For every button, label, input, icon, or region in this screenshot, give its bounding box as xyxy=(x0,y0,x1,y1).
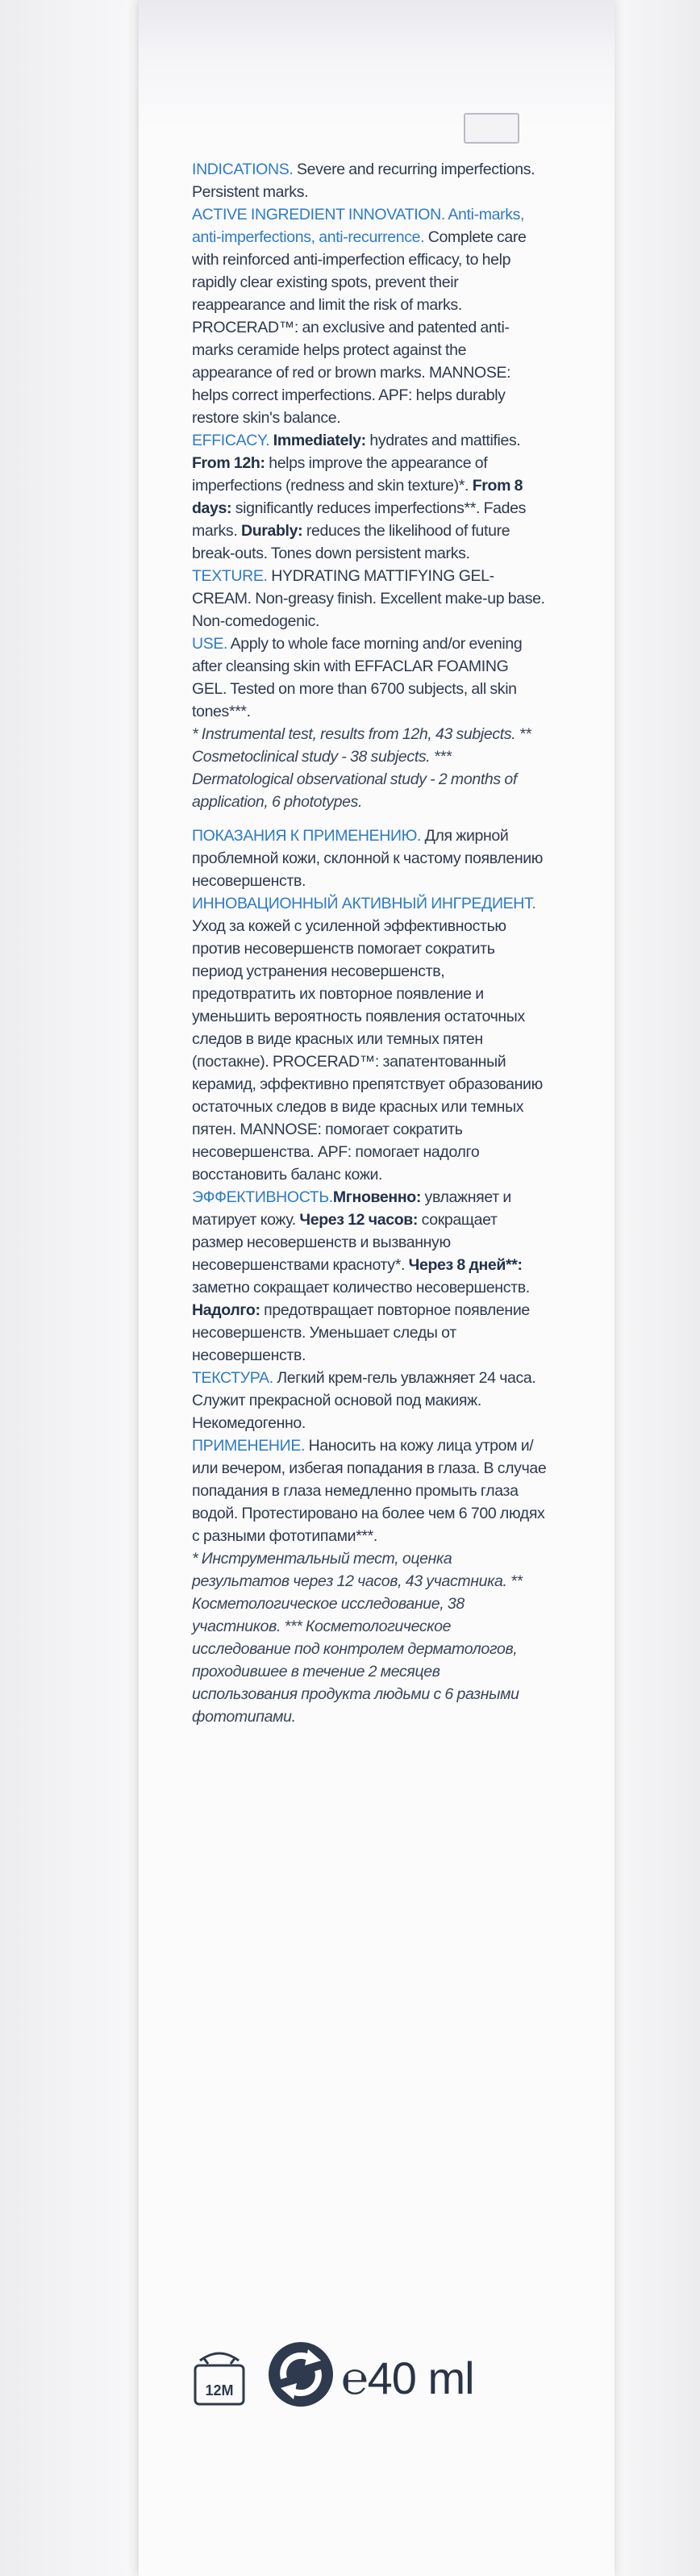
ru-efficacy-text-2: сокращает размер несовершенств и вызванную несовершенствами красноту*. xyxy=(192,1211,498,1274)
en-indications xyxy=(192,158,547,203)
en-indications-heading: INDICATIONS. xyxy=(192,161,294,178)
en-efficacy xyxy=(192,429,547,565)
ru-use-text: Наносить на кожу лица утром и/или вечером, избегая попадания в глаза. В случае попадания в глаза немедленно промыть глаза водой. Протестировано на более чем 6 700 людях с разными фототипами***. xyxy=(192,1437,547,1545)
en-efficacy-bold-3: From 8 days: xyxy=(192,477,523,517)
en-efficacy-text-2: helps improve the appearance of imperfections (redness and skin texture)*. xyxy=(192,454,488,495)
ru-efficacy-text-4: предотвращает повторное появление несовершенств. Уменьшает следы от несовершенств. xyxy=(192,1301,530,1364)
ru-use-heading: ПРИМЕНЕНИЕ. xyxy=(192,1437,306,1455)
en-innovation-heading: ACTIVE INGREDIENT INNOVATION. Anti-marks, anti-imperfections, anti-recurrence. xyxy=(192,206,525,246)
package-top-shade xyxy=(139,0,615,129)
ru-efficacy-bold-4: Надолго: xyxy=(192,1301,260,1319)
ru-indications-text: Для жирной проблемной кожи, склонной к частому появлению несовершенств. xyxy=(192,827,544,890)
en-use-heading: USE. xyxy=(192,635,228,653)
ru-efficacy-bold-2: Через 12 часов: xyxy=(299,1211,419,1229)
ru-use xyxy=(192,1434,547,1547)
en-footnotes: * Instrumental test, results from 12h, 43 subjects. ** Cosmetoclinical study - 38 subjects. *** Dermatological observational study - 2 months of application, 6 phototypes. xyxy=(192,725,531,811)
volume-label: ℮40 ml xyxy=(341,2353,474,2403)
section-gap xyxy=(192,813,547,825)
ru-innovation-body xyxy=(192,915,547,1186)
en-efficacy-text-3: significantly reduces imperfections**. Fades marks. xyxy=(192,499,527,540)
recycle-icon xyxy=(266,2340,335,2409)
en-innovation xyxy=(192,203,547,429)
ru-efficacy-bold-1: Мгновенно: xyxy=(332,1188,421,1206)
ru-texture xyxy=(192,1367,547,1434)
en-efficacy-bold-2: From 12h: xyxy=(192,454,265,472)
en-texture xyxy=(192,565,547,633)
en-texture-text: HYDRATING MATTIFYING GEL-CREAM. Non-greasy finish. Excellent make-up base. Non-comedogenic. xyxy=(192,567,545,630)
pao-jar-icon xyxy=(192,2343,247,2407)
background-left xyxy=(0,0,145,2576)
ru-texture-heading: ТЕКСТУРА. xyxy=(192,1369,273,1387)
package-text xyxy=(192,158,547,1728)
ru-efficacy-text-1: увлажняет и матирует кожу. xyxy=(192,1188,511,1229)
en-innovation-text: Complete care with reinforced anti-imperfection efficacy, to help rapidly clear existing spots, prevent their reappearance and limit the risk of marks. PROCERAD™: an exclusive and patented anti-marks ceramide helps protect against the appearance of red or brown marks. MANNOSE: helps correct imperfections. APF: helps durably restore skin's balance. xyxy=(192,228,527,427)
en-efficacy-bold-1: Immediately: xyxy=(273,432,366,449)
en-use xyxy=(192,633,547,723)
en-efficacy-heading: EFFICACY. xyxy=(192,432,270,449)
ru-texture-text: Легкий крем-гель увлажняет 24 часа. Служит прекрасной основой под макияж. Некомедогенно. xyxy=(192,1369,536,1432)
en-indications-text: Severe and recurring imperfections. Persistent marks. xyxy=(192,161,535,201)
ru-indications-heading: ПОКАЗАНИЯ К ПРИМЕНЕНИЮ. xyxy=(192,827,422,845)
ru-efficacy xyxy=(192,1186,547,1367)
ru-innovation-text: Уход за кожей с усиленной эффективностью против несовершенств помогает сократить период устранения несовершенств, предотвратить их повторное появление и уменьшить вероятность появления остаточных следов в виде красных или темных пятен (постакне). PROCERAD™: запатентованный керамид, эффективно препятствует образованию остаточных следов в виде красных или темных пятен. MANNOSE: помогает сократить несовершенства. APF: помогает надолго восстановить баланс кожи. xyxy=(192,917,543,1184)
background-right xyxy=(611,0,700,2576)
ru-innovation-heading: ИННОВАЦИОННЫЙ АКТИВНЫЙ ИНГРЕДИЕНТ. xyxy=(192,895,536,912)
en-efficacy-text-4: reduces the likelihood of future break-outs. Tones down persistent marks. xyxy=(192,522,510,562)
ru-efficacy-bold-3: Через 8 дней**: xyxy=(408,1256,523,1274)
symbols-row xyxy=(192,2340,571,2412)
ru-indications xyxy=(192,825,547,892)
en-efficacy-text-1: hydrates and mattifies. xyxy=(365,432,521,449)
en-use-text: Apply to whole face morning and/or evening after cleansing skin with EFFACLAR FOAMING GEL. Tested on more than 6700 subjects, all skin tones***. xyxy=(192,635,523,720)
ru-efficacy-text-3: заметно сокращает количество несовершенств. xyxy=(192,1279,530,1296)
en-efficacy-bold-4: Durably: xyxy=(240,522,303,540)
pao-label: 12M xyxy=(205,2382,234,2399)
en-texture-heading: TEXTURE. xyxy=(192,567,268,585)
package-tab xyxy=(464,113,519,144)
ru-efficacy-heading: ЭФФЕКТИВНОСТЬ. xyxy=(192,1188,333,1206)
ru-footnotes: * Инструментальный тест, оценка результатов через 12 часов, 43 участника. ** Косметологическое исследование, 38 участников. *** Косметологическое исследование под контролем дерматологов, проходившее в течение 2 месяцев использования продукта людьми с 6 разными фототипами. xyxy=(192,1550,523,1726)
ru-innovation xyxy=(192,892,547,915)
